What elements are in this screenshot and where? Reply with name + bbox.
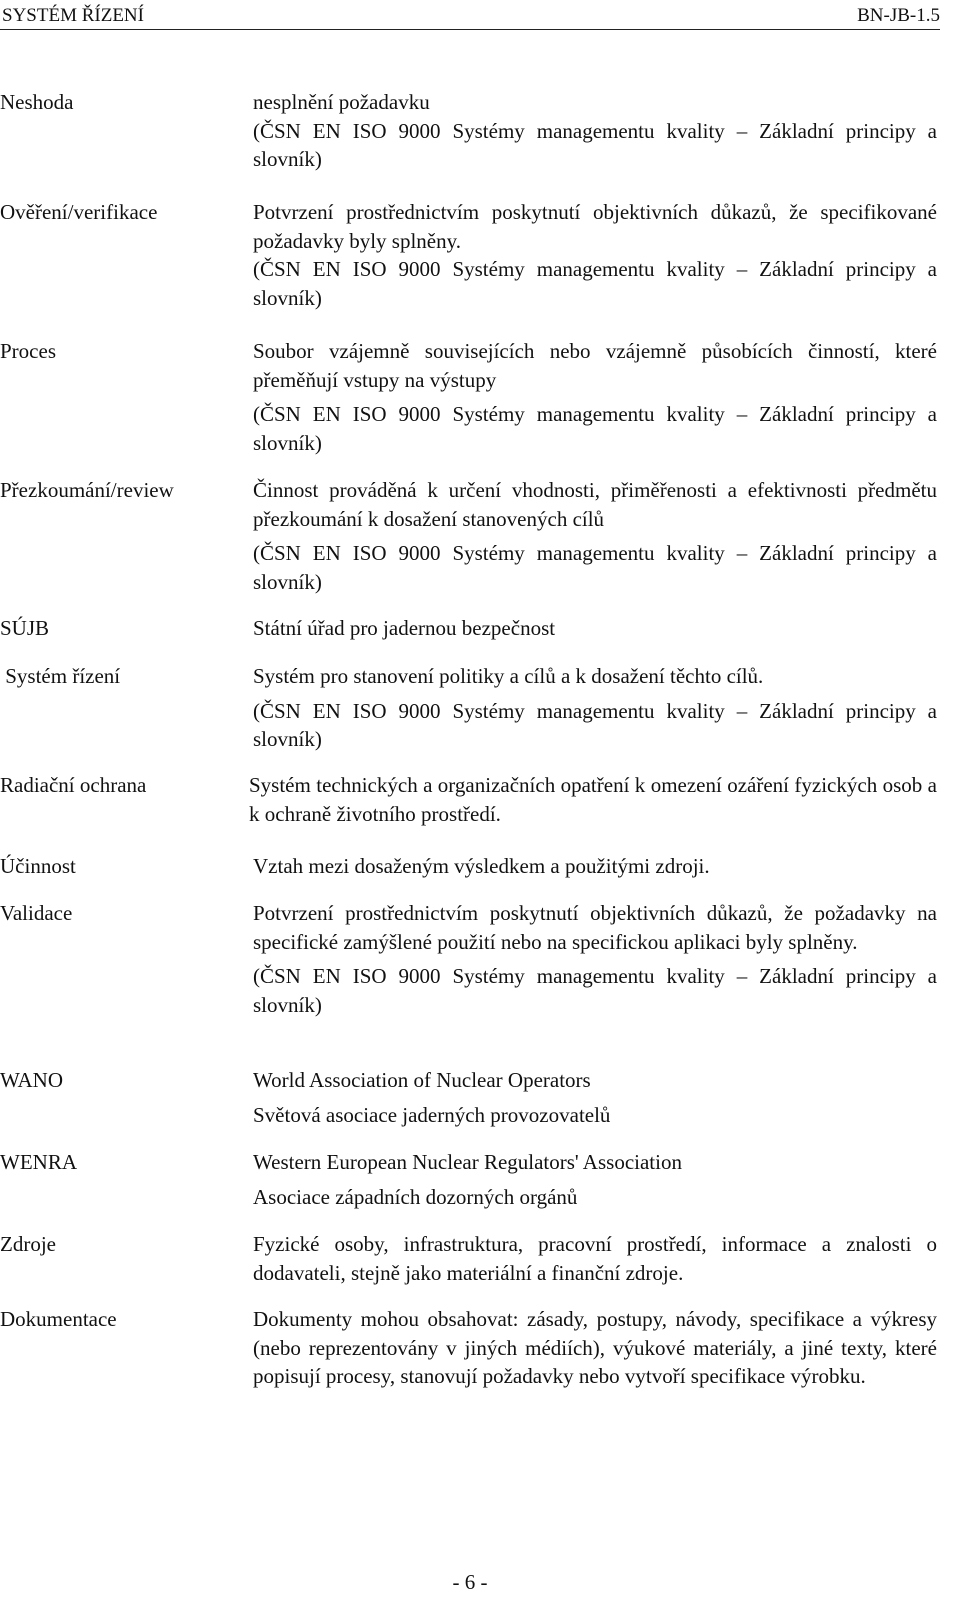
definition <box>253 1305 937 1391</box>
definition <box>253 88 937 174</box>
definition-text: Fyzické osoby, infrastruktura, pracovní prostředí, informace a znalosti o dodavateli, stejně jako materiální a finanční zdroje. <box>253 1232 937 1285</box>
definition <box>253 614 937 643</box>
definition-text: Systém technických a organizačních opatření k omezení ozáření fyzických osob a k ochraně životního prostředí. <box>249 773 937 826</box>
definition <box>253 1148 937 1211</box>
definition <box>253 662 937 754</box>
term: Ověření/verifikace <box>0 200 158 224</box>
definition-source: (ČSN EN ISO 9000 Systémy managementu kvality – Základní principy a slovník) <box>253 698 937 751</box>
term: SÚJB <box>0 616 50 640</box>
header-title: SYSTÉM ŘÍZENÍ <box>2 5 144 26</box>
definition-text: Systém pro stanovení politiky a cílů a k dosažení těchto cílů. <box>253 664 764 688</box>
definition <box>249 771 937 828</box>
term: Neshoda <box>0 90 74 114</box>
term: WANO <box>0 1068 63 1092</box>
definition-source: (ČSN EN ISO 9000 Systémy managementu kvality – Základní principy a slovník) <box>253 257 937 310</box>
definition <box>253 1230 937 1287</box>
definition-source: (ČSN EN ISO 9000 Systémy managementu kvality – Základní principy a slovník) <box>253 541 937 594</box>
definition-text: Soubor vzájemně souvisejících nebo vzájemně působících činností, které přeměňují vstupy na výstupy <box>253 339 937 392</box>
term: Radiační ochrana <box>0 773 147 797</box>
term: Zdroje <box>0 1232 56 1256</box>
definition-text: nesplnění požadavku <box>253 90 430 114</box>
document-code: BN-JB-1.5 <box>857 5 940 26</box>
definition-translation: Asociace západních dozorných orgánů <box>253 1184 578 1209</box>
definition-text: Vztah mezi dosaženým výsledkem a použitými zdroji. <box>253 854 710 878</box>
definition-text: Potvrzení prostřednictvím poskytnutí objektivních důkazů, že specifikované požadavky byly splněny. <box>253 200 937 253</box>
term: Účinnost <box>0 854 76 878</box>
header-divider <box>0 29 940 30</box>
definition <box>253 899 937 1019</box>
definition-text: Státní úřad pro jadernou bezpečnost <box>253 616 556 640</box>
term: Systém řízení <box>0 664 121 688</box>
page-header <box>0 0 940 32</box>
definition <box>253 337 937 457</box>
term: WENRA <box>0 1150 77 1174</box>
definition-source: (ČSN EN ISO 9000 Systémy managementu kvality – Základní principy a slovník) <box>253 964 937 1017</box>
term: Proces <box>0 339 56 363</box>
definition-source: (ČSN EN ISO 9000 Systémy managementu kvality – Základní principy a slovník) <box>253 118 937 171</box>
definition-text: Dokumenty mohou obsahovat: zásady, postupy, návody, specifikace a výkresy (nebo reprezentovány v jiných médiích), výukové materiály, a jiné texty, které popisují procesy, stanovují požadavky nebo vytvoří specifikace výrobku. <box>253 1307 937 1388</box>
definition-text: World Association of Nuclear Operators <box>253 1068 591 1092</box>
definition-source: (ČSN EN ISO 9000 Systémy managementu kvality – Základní principy a slovník) <box>253 402 937 455</box>
term: Dokumentace <box>0 1307 117 1331</box>
definition-text: Činnost prováděná k určení vhodnosti, přiměřenosti a efektivnosti předmětu přezkoumání k dosažení stanovených cílů <box>253 478 937 531</box>
page-number: - 6 - <box>452 1570 488 1594</box>
term: Přezkoumání/review <box>0 478 174 502</box>
definition-translation: Světová asociace jaderných provozovatelů <box>253 1102 611 1127</box>
definition <box>253 852 937 881</box>
definition <box>253 476 937 596</box>
definition <box>253 198 937 312</box>
definition-text: Potvrzení prostřednictvím poskytnutí objektivních důkazů, že požadavky na specifické zamýšlené použití nebo na specifickou aplikaci byly splněny. <box>253 901 937 954</box>
term: Validace <box>0 901 73 925</box>
definition <box>253 1066 937 1129</box>
definition-text: Western European Nuclear Regulators' Association <box>253 1150 682 1174</box>
